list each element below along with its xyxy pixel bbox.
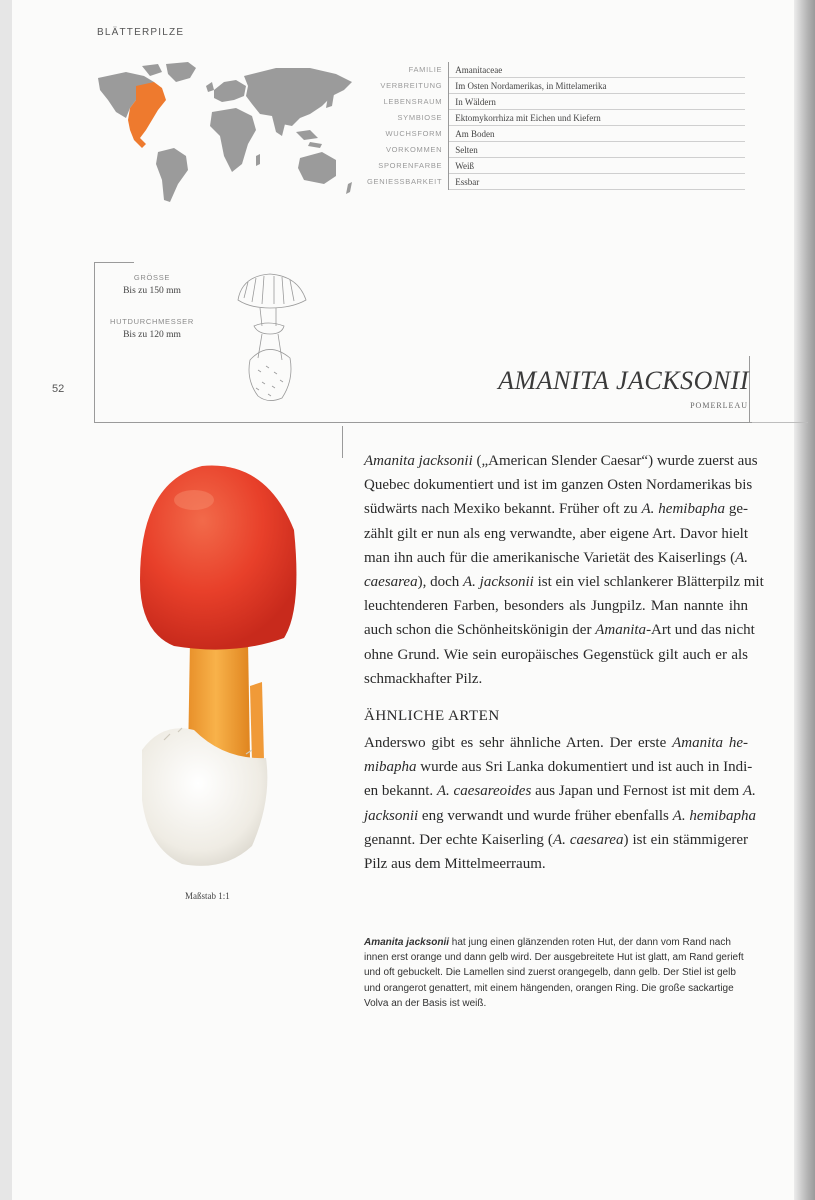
size-value: Bis zu 150 mm (123, 286, 181, 296)
text-run: ohne Grund. Wie sein europäisches Gegenstück gilt auch er als (364, 646, 748, 663)
text-run: -Art und das nicht (646, 622, 755, 639)
description-line (364, 594, 748, 618)
mushroom-photo (134, 460, 304, 880)
italic-run: A. (742, 783, 756, 800)
text-run: en bekannt. (364, 783, 437, 800)
similar-line (364, 852, 748, 876)
text-run: ist ein viel schlankerer Blätterpilz mit (533, 574, 764, 591)
text-run: Anderswo gibt es sehr ähnliche Arten. Der erste (364, 735, 673, 751)
fact-value: Amanitaceae (449, 62, 746, 78)
distribution-map (96, 60, 358, 208)
italic-run: Amanita (595, 622, 647, 639)
description-line (364, 570, 764, 594)
italic-run: Amanita jacksonii (364, 453, 473, 469)
fact-key: SYMBIOSE (367, 110, 449, 126)
description-line (364, 667, 748, 691)
book-spine-shadow (794, 0, 815, 1200)
fact-value: In Wäldern (449, 94, 746, 110)
fact-row (367, 94, 745, 110)
species-title: AMANITA JACKSONII (498, 366, 749, 395)
text-run: zählt gilt er nun als eng verwandte, aber eigene Art. Davor hielt (364, 525, 748, 542)
cap-diameter-value: Bis zu 120 mm (123, 330, 181, 340)
similar-species-text (364, 731, 756, 876)
similar-line (364, 779, 756, 803)
italic-run: A. caesareoides (436, 783, 532, 800)
text-run: Quebec dokumentiert und ist im ganzen Osten Nordamerikas bis (364, 477, 753, 494)
facts-table (367, 62, 745, 190)
text-run: („American Slender Caesar“) wurde zuerst aus (472, 453, 758, 469)
text-run: wurde aus Sri Lanka dokumentiert und ist auch in Indi- (416, 759, 753, 776)
fact-value: Essbar (449, 174, 746, 190)
text-run: auch schon die Schönheitskönigin der (364, 622, 596, 639)
similar-line (364, 828, 748, 852)
text-run: Pilz aus dem Mittelmeerraum. (364, 856, 546, 873)
italic-run: A. hemibapha (672, 807, 756, 824)
fact-key: GENIESSBARKEIT (367, 174, 449, 190)
fact-key: WUCHSFORM (367, 126, 449, 142)
text-run: leuchtenderen Farben, besonders als Jungpilz. Man nannte ihn (364, 598, 748, 615)
description-line (364, 522, 748, 546)
text-run: genannt. Der echte Kaiserling ( (364, 831, 553, 848)
fact-row (367, 62, 745, 78)
fact-row (367, 158, 745, 174)
fact-row (367, 142, 745, 158)
caption-species: Amanita jacksonii (364, 937, 450, 948)
text-run: südwärts nach Mexiko bekannt. Früher oft zu (364, 501, 642, 518)
text-run: schmackhafter Pilz. (364, 670, 483, 687)
fact-row (367, 110, 745, 126)
section-label: BLÄTTERPILZE (97, 27, 185, 38)
similar-line (364, 755, 753, 779)
text-run: ) ist ein stämmigerer (623, 831, 748, 848)
similar-species-heading: ÄHNLICHE ARTEN (364, 708, 500, 724)
mushroom-sketch-icon (232, 268, 312, 406)
photo-caption (364, 935, 754, 1011)
italic-run: A. (735, 549, 748, 566)
fact-row (367, 78, 745, 94)
description-line (364, 497, 748, 521)
caption-text: hat jung einen glänzenden roten Hut, der dann vom Rand nach innen erst orange und dann gelb wird. Der ausgebreitete Hut ist glatt, am Rand gerieft und oft gebuckelt. Die Lamellen sind zuerst orangegelb, dann gelb. Der Stiel ist gelb und orangerot genattert, mit einem hängenden, orangen Ring. Die große sackartige Volva an der Basis ist weiß. (364, 937, 744, 1009)
text-run: eng verwandt und wurde früher ebenfalls (418, 807, 673, 824)
italic-run: A. hemibapha (641, 501, 725, 518)
fact-key: LEBENSRAUM (367, 94, 449, 110)
fact-value: Ektomykorrhiza mit Eichen und Kiefern (449, 110, 746, 126)
fact-key: FAMILIE (367, 62, 449, 78)
italic-run: jacksonii (364, 807, 419, 824)
fact-value: Weiß (449, 158, 746, 174)
description-line (364, 643, 748, 667)
species-author: POMERLEAU (690, 401, 748, 410)
page-number: 52 (52, 383, 65, 395)
fact-key: VERBREITUNG (367, 78, 449, 94)
text-run: aus Japan und Fernost ist mit dem (531, 783, 743, 800)
fact-value: Am Boden (449, 126, 746, 142)
text-run: ge- (724, 501, 748, 518)
description-line (364, 449, 758, 473)
description-line (364, 546, 748, 570)
italic-run: Amanita he- (672, 735, 748, 751)
fact-key: VORKOMMEN (367, 142, 449, 158)
size-label: GRÖSSE (133, 273, 171, 282)
description-line (364, 473, 753, 497)
text-run: ), doch (417, 574, 463, 591)
fact-key: SPORENFARBE (367, 158, 449, 174)
cap-diameter-label: HUTDURCHMESSER (110, 317, 194, 326)
italic-run: A. jacksonii (463, 574, 534, 591)
fact-value: Selten (449, 142, 746, 158)
italic-run: mibapha (364, 759, 417, 776)
description-text (364, 449, 764, 691)
fact-row (367, 174, 745, 190)
fact-row (367, 126, 745, 142)
similar-line (364, 804, 756, 828)
similar-line (364, 731, 748, 755)
italic-run: A. caesarea (552, 831, 624, 848)
italic-run: caesarea (364, 574, 418, 591)
fact-value: Im Osten Nordamerikas, in Mittelamerika (449, 78, 746, 94)
description-line (364, 618, 755, 642)
text-run: man ihn auch für die amerikanische Varietät des Kaiserlings ( (364, 549, 736, 566)
scale-label: Maßstab 1:1 (185, 891, 230, 901)
